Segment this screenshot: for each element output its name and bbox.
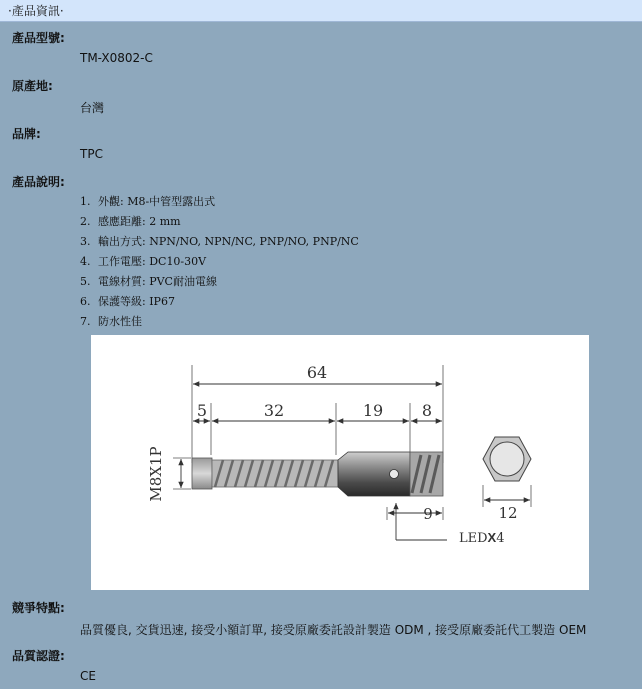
brand-label: 品牌: [12,127,41,141]
led-count: 4 [496,531,505,546]
sensor-dimension-drawing [91,335,589,590]
list-item [80,232,359,252]
description-list [80,192,359,332]
origin-label: 原產地: [12,79,53,93]
total-length-label: 64 [306,363,328,382]
sensor-body [192,452,443,496]
led-label [459,530,505,546]
hex-nut [483,437,531,481]
list-item-text: 保護等級: IP67 [98,295,175,308]
list-item [80,252,359,272]
list-item [80,192,359,212]
list-item [80,272,359,292]
list-item-number: 1. [80,195,91,208]
thread-label: M8X1P [147,446,165,502]
features-label: 競爭特點: [12,601,65,615]
list-item-number: 4. [80,255,91,268]
list-item-number: 3. [80,235,91,248]
list-item-number: 2. [80,215,91,228]
extension-lines [173,365,531,520]
list-item-text: 防水性佳 [98,315,142,328]
list-item-number: 5. [80,275,91,288]
led-x: X [487,530,497,545]
origin-value: 台灣 [80,101,105,115]
list-item [80,292,359,312]
led-pointer [396,503,447,540]
dim-d-label: 8 [421,401,433,420]
dimension-drawing-svg [91,335,589,590]
dim-c-label: 19 [362,401,384,420]
list-item-text: 輸出方式: NPN/NO, NPN/NC, PNP/NO, PNP/NC [98,235,359,248]
led-prefix: LED [459,531,488,546]
list-item-number: 7. [80,315,91,328]
certification-label: 品質認證: [12,649,65,663]
list-item-number: 6. [80,295,91,308]
model-value: TM-X0802-C [80,51,153,65]
dim-a-label: 5 [196,401,208,420]
list-item-text: 電線材質: PVC耐油電線 [98,275,217,288]
features-value: 品質優良, 交貨迅速, 接受小額訂單, 接受原廠委託設計製造 ODM , 接受原廠委託代工製造 OEM [80,623,587,637]
section-title: ·產品資訊· [8,4,64,18]
list-item-text: 感應距離: 2 mm [98,215,181,228]
brand-value: TPC [80,147,103,161]
certification-value: CE [80,669,96,683]
list-item [80,212,359,232]
dim-b-label: 32 [263,401,285,420]
list-item-text: 工作電壓: DC10-30V [98,255,207,268]
section-header [0,0,642,22]
list-item [80,312,359,332]
model-label: 產品型號: [12,31,65,45]
hex-width-label: 12 [498,504,518,522]
dim-e-label: 9 [423,505,433,523]
description-label: 產品說明: [12,175,65,189]
list-item-text: 外觀: M8-中管型露出式 [98,195,216,208]
